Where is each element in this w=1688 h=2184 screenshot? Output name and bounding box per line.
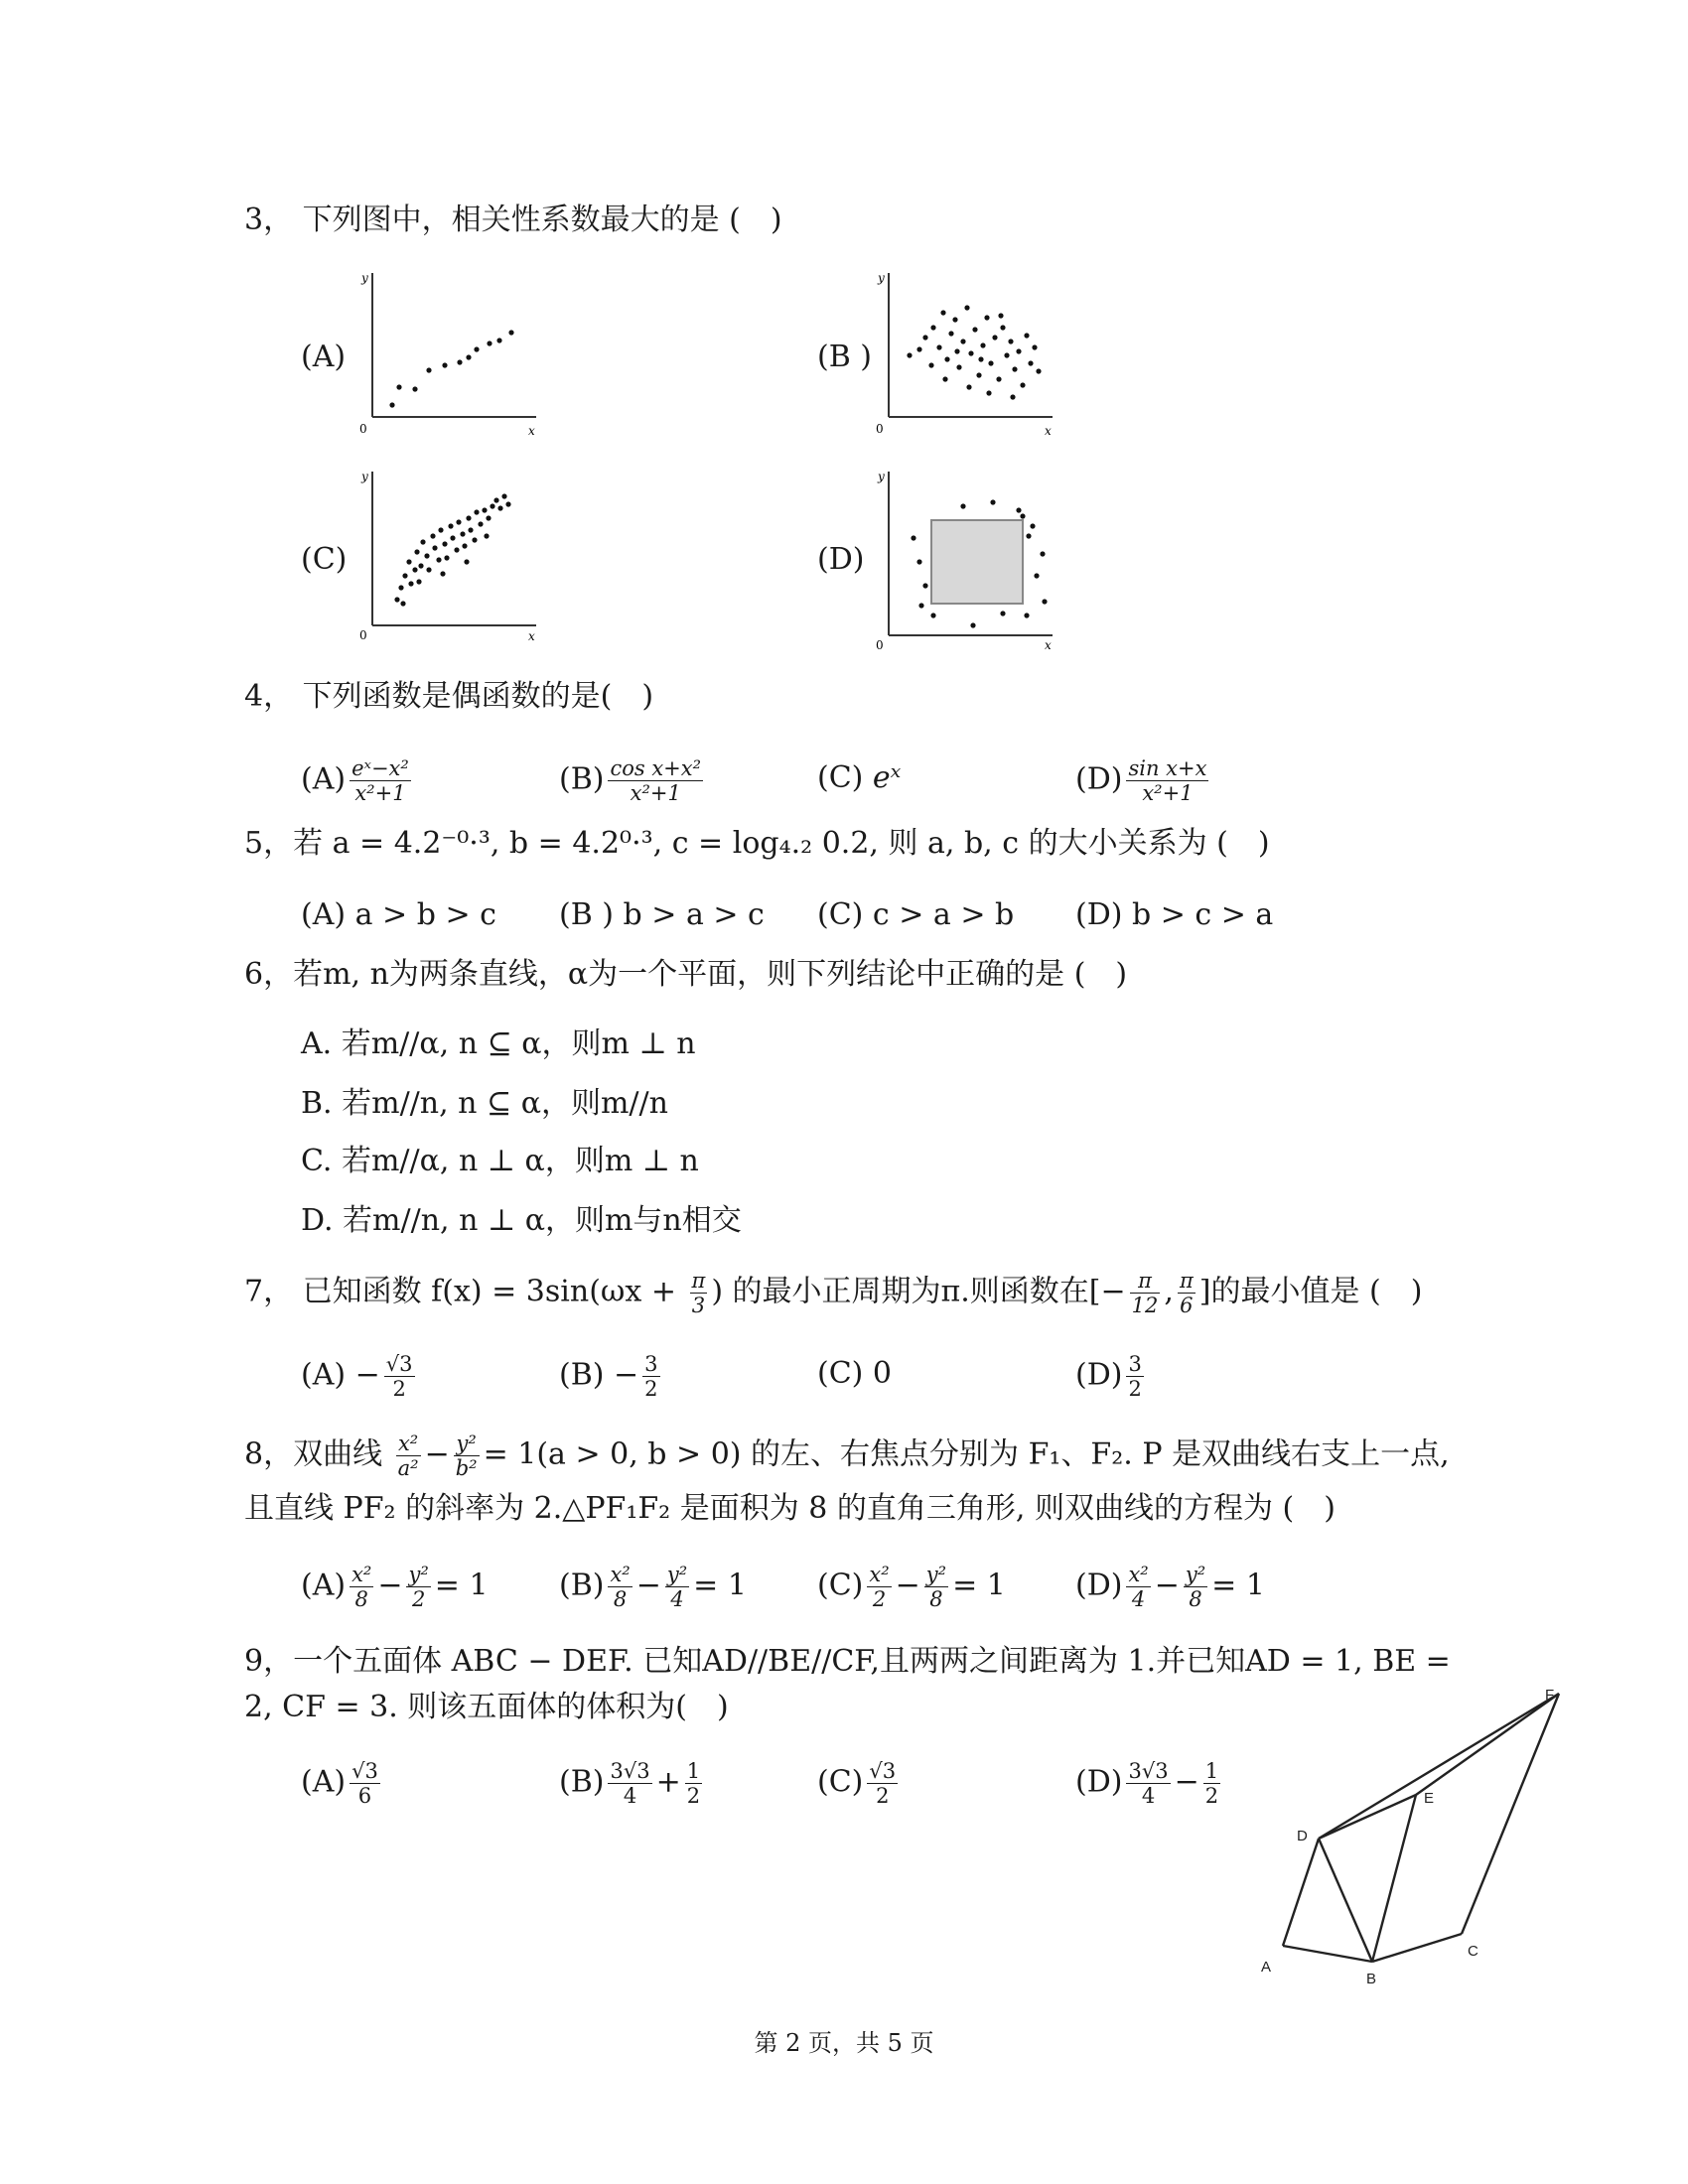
scatter-point — [400, 601, 405, 606]
scatter-point — [460, 531, 465, 536]
axis-origin: 0 — [876, 638, 884, 650]
scatter-point — [442, 541, 447, 546]
scatter-point — [394, 597, 399, 602]
scatter-point — [482, 507, 487, 512]
edge-df — [1319, 1694, 1559, 1839]
scatter-point — [496, 338, 501, 342]
scatter-point — [960, 339, 965, 343]
q4-option-d: (D) $\frac{\text{sin x+x}}{\text{x²+1}}$ — [1075, 756, 1207, 805]
scatter-point — [980, 342, 985, 347]
scatter-point — [450, 535, 455, 540]
scatter-point — [487, 341, 492, 345]
scatter-plot-c — [357, 467, 546, 640]
axis-x: x — [528, 629, 535, 640]
q4-stem: 4， 下列函数是偶函数的是( ) — [244, 679, 654, 714]
q8-option-b: (B) $\frac{\text{x²}}{8}$ − $\frac{\text{y²}}{4}$ = 1 — [559, 1563, 747, 1611]
scatter-point — [426, 367, 431, 372]
scatter-point — [497, 505, 502, 510]
q8-option-d: (D) $\frac{\text{x²}}{4}$ − $\frac{\text{y²}}{8}$ = 1 — [1075, 1563, 1265, 1611]
q6-option-c: C. 若m//α, n ⊥ α，则m ⊥ n — [301, 1144, 699, 1178]
q4-option-c: (C) eˣ — [817, 760, 902, 795]
scatter-point — [484, 533, 489, 538]
scatter-point — [976, 372, 981, 377]
scatter-point — [944, 356, 949, 361]
scatter-point — [1004, 352, 1009, 357]
scatter-point — [964, 305, 969, 310]
scatter-point — [448, 523, 453, 528]
scatter-point — [916, 559, 921, 564]
scatter-point — [992, 335, 997, 340]
scatter-point — [501, 493, 506, 498]
scatter-point — [474, 509, 479, 514]
scatter-point — [1016, 507, 1021, 512]
q9-option-d: (D) $\frac{3√3}{4}$ − $\frac{1}{2}$ — [1075, 1759, 1219, 1808]
q7-option-b: (B) − $\frac{3}{2}$ — [559, 1352, 658, 1401]
scatter-point — [1036, 368, 1041, 373]
edge-db — [1319, 1839, 1372, 1962]
axis-y: y — [878, 470, 885, 483]
scatter-point — [1024, 613, 1029, 617]
scatter-point — [438, 527, 443, 532]
q7-stem: 7， 已知函数 f(x) = 3sin(ωx + $\frac{\pi}{3}$ ) 的最小正周期为π.则函数在[− $\frac{\pi}{12}$ , $\frac{\pi}{6}$ ]的最小值是 ( ) — [244, 1269, 1423, 1317]
scatter-point — [442, 362, 447, 367]
scatter-point — [1032, 344, 1037, 349]
scatter-point — [1024, 333, 1029, 338]
scatter-point — [966, 384, 971, 389]
scatter-point — [970, 622, 975, 627]
q3-label-d: (D) — [817, 542, 865, 577]
scatter-point — [430, 533, 435, 538]
scatter-point — [412, 386, 417, 391]
scatter-point — [960, 503, 965, 508]
scatter-point — [436, 557, 441, 562]
scatter-point — [478, 521, 483, 526]
q8-stem-line1: 8，双曲线 $\frac{\text{x²}}{\text{a²}}$ − $\frac{\text{y²}}{\text{b²}}$ = 1(a > 0, b > 0) 的左、右焦点分别为 F₁、F₂. P 是双曲线右支上一点, — [244, 1432, 1450, 1480]
q7-option-a: (A) − $\frac{√3}{2}$ — [301, 1352, 413, 1401]
q4-option-b: (B) $\frac{\text{cos x+x²}}{\text{x²+1}}$ — [559, 756, 702, 805]
scatter-point — [464, 559, 469, 564]
axis-y: y — [361, 470, 368, 483]
scatter-point — [1020, 513, 1025, 518]
q7-option-d: (D) $\frac{3}{2}$ — [1075, 1352, 1142, 1401]
scatter-point — [466, 515, 471, 520]
q5-option-b: (B ) b > a > c — [559, 897, 765, 932]
scatter-point — [1034, 573, 1039, 578]
scatter-point — [456, 519, 461, 524]
scatter-point — [406, 559, 411, 564]
scatter-point — [988, 360, 993, 365]
q3-stem: 3， 下列图中，相关性系数最大的是 ( ) — [244, 203, 782, 237]
scatter-point — [508, 330, 513, 335]
scatter-point — [1020, 382, 1025, 387]
vertex-f-label: F — [1545, 1687, 1555, 1704]
q4-option-a: (A) $\frac{\text{eˣ−x²}}{\text{x²+1}}$ — [301, 756, 409, 805]
q3-label-c: (C) — [301, 542, 348, 577]
scatter-point — [505, 501, 510, 506]
scatter-point — [942, 376, 947, 381]
scatter-point — [420, 539, 425, 544]
scatter-point — [907, 352, 912, 357]
scatter-point — [462, 543, 467, 548]
scatter-point — [457, 359, 462, 364]
q8-stem-line2: 且直线 PF₂ 的斜率为 2.△PF₁F₂ 是面积为 8 的直角三角形, 则双曲线的方程为 ( ) — [244, 1491, 1336, 1526]
scatter-point — [936, 344, 941, 349]
scatter-point — [412, 567, 417, 572]
axis-x: x — [528, 424, 535, 438]
scatter-point — [1012, 366, 1017, 371]
axis-origin: 0 — [359, 422, 367, 436]
scatter-point — [1000, 325, 1005, 330]
scatter-point — [916, 346, 921, 351]
scatter-point — [1030, 523, 1035, 528]
scatter-point — [984, 315, 989, 320]
scatter-point — [402, 573, 407, 578]
q3-label-a: (A) — [301, 340, 347, 374]
scatter-point — [998, 313, 1003, 318]
scatter-point — [986, 390, 991, 395]
q3-label-b: (B ) — [817, 340, 872, 374]
pentahedron-diagram — [1231, 1668, 1569, 1995]
scatter-point — [416, 579, 421, 584]
axis-y: y — [361, 271, 368, 285]
scatter-point — [1010, 394, 1015, 399]
scatter-point — [930, 613, 935, 617]
scatter-point — [928, 362, 933, 367]
scatter-point — [1008, 339, 1013, 343]
edge-bc — [1372, 1934, 1462, 1962]
scatter-point — [1040, 551, 1045, 556]
scatter-point — [954, 348, 959, 353]
q5-option-d: (D) b > c > a — [1075, 897, 1274, 932]
scatter-point — [490, 503, 494, 508]
q5-stem: 5，若 a = 4.2⁻⁰·³, b = 4.2⁰·³, c = log₄.₂ 0.2, 则 a, b, c 的大小关系为 ( ) — [244, 826, 1270, 861]
scatter-point — [444, 555, 449, 560]
edge-ad — [1283, 1839, 1319, 1946]
scatter-point — [408, 581, 413, 586]
page-footer: 第 2 页，共 5 页 — [754, 2029, 934, 2057]
q8-option-a: (A) $\frac{\text{x²}}{8}$ − $\frac{\text{y²}}{2}$ = 1 — [301, 1563, 489, 1611]
scatter-point — [1000, 611, 1005, 615]
vertex-d-label: D — [1297, 1828, 1308, 1844]
q9-option-c: (C) $\frac{√3}{2}$ — [817, 1759, 897, 1808]
axis-x: x — [1045, 424, 1052, 438]
scatter-point — [1026, 533, 1031, 538]
scatter-point — [389, 402, 394, 407]
scatter-point — [978, 356, 983, 361]
edge-de — [1319, 1795, 1416, 1839]
axis-y: y — [878, 271, 885, 285]
q6-option-b: B. 若m//n, n ⊆ α，则m//n — [301, 1086, 668, 1121]
q5-option-a: (A) a > b > c — [301, 897, 496, 932]
vertex-e-label: E — [1424, 1790, 1435, 1807]
scatter-point — [426, 567, 431, 572]
q5-option-c: (C) c > a > b — [817, 897, 1015, 932]
scatter-point — [940, 310, 945, 315]
vertex-b-label: B — [1366, 1971, 1377, 1987]
scatter-point — [493, 497, 498, 502]
scatter-point — [1042, 599, 1047, 604]
axis-x: x — [1045, 638, 1052, 650]
scatter-point — [972, 327, 977, 332]
scatter-point — [432, 545, 437, 550]
scatter-point — [424, 553, 429, 558]
scatter-point — [948, 331, 953, 336]
scatter-point — [398, 585, 403, 590]
scatter-point — [474, 346, 479, 351]
scatter-point — [996, 376, 1001, 381]
q6-stem: 6，若m, n为两条直线，α为一个平面，则下列结论中正确的是 ( ) — [244, 957, 1128, 992]
edge-cf — [1462, 1694, 1559, 1934]
q9-option-b: (B) $\frac{3√3}{4}$ + $\frac{1}{2}$ — [559, 1759, 701, 1808]
vertex-c-label: C — [1468, 1943, 1478, 1960]
scatter-point — [911, 535, 915, 540]
scatter-point — [454, 547, 459, 552]
q9-stem-line2: 2, CF = 3. 则该五面体的体积为( ) — [244, 1690, 729, 1724]
scatter-point — [486, 515, 491, 520]
scatter-point — [918, 603, 923, 608]
scatter-point — [930, 325, 935, 330]
scatter-point — [956, 364, 961, 369]
q8-option-c: (C) $\frac{\text{x²}}{2}$ − $\frac{\text{y²}}{8}$ = 1 — [817, 1563, 1006, 1611]
scatter-point — [968, 350, 973, 355]
axis-origin: 0 — [876, 422, 884, 436]
scatter-point — [468, 527, 473, 532]
scatter-point — [922, 583, 927, 588]
vertex-a-label: A — [1261, 1959, 1272, 1976]
q9-stem-line1: 9，一个五面体 ABC − DEF. 已知AD//BE//CF,且两两之间距离为 1.并已知AD = 1, BE = — [244, 1644, 1451, 1679]
scatter-point — [466, 354, 471, 359]
scatter-plot-b — [874, 268, 1062, 442]
q7-option-c: (C) 0 — [817, 1356, 892, 1391]
scatter-point — [418, 563, 423, 568]
scatter-point — [1028, 360, 1033, 365]
scatter-point — [414, 549, 419, 554]
qr-code-placeholder — [930, 519, 1024, 605]
q9-option-a: (A) $\frac{√3}{6}$ — [301, 1759, 378, 1808]
scatter-point — [990, 499, 995, 504]
scatter-point — [952, 317, 957, 322]
scatter-point — [922, 335, 927, 340]
edge-eb — [1372, 1795, 1416, 1962]
scatter-plot-a — [357, 268, 546, 442]
scatter-point — [440, 571, 445, 576]
edge-ab — [1283, 1946, 1372, 1962]
scatter-point — [1016, 348, 1021, 353]
scatter-point — [396, 384, 401, 389]
scatter-point — [472, 537, 477, 542]
q6-option-d: D. 若m//n, n ⊥ α，则m与n相交 — [301, 1203, 742, 1238]
axis-origin: 0 — [359, 628, 367, 640]
q6-option-a: A. 若m//α, n ⊆ α，则m ⊥ n — [301, 1026, 696, 1061]
